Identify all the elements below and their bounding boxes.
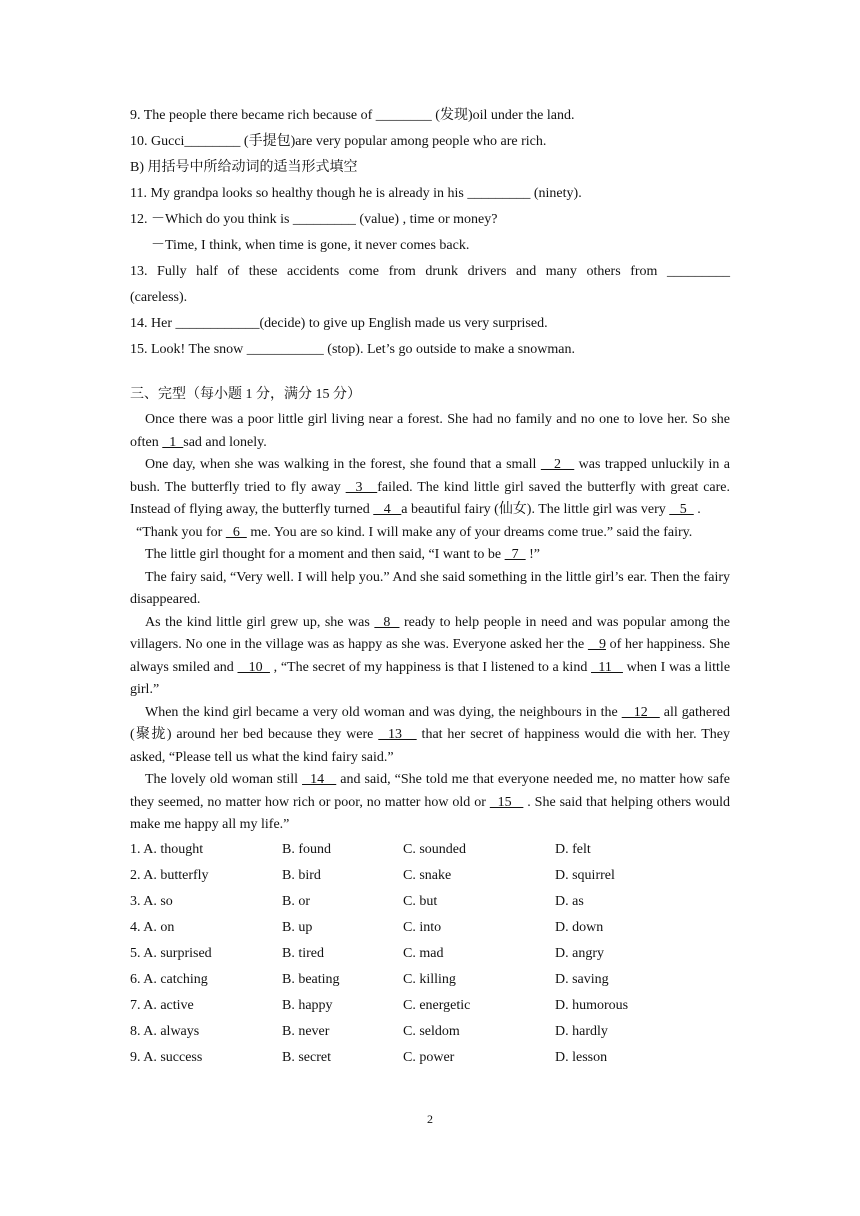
option-c: C. but xyxy=(403,893,438,909)
passage-paragraph-1: Once there was a poor little girl living near a forest. She had no family and no one to love her. So she often 1 sad and lonely. xyxy=(130,412,730,450)
question-9: 9. The people there became rich because of ________ (发现)oil under the land. xyxy=(130,108,575,123)
blank-9: 9 xyxy=(587,637,606,652)
part-b-heading: B) 用括号中所给动词的适当形式填空 xyxy=(130,160,358,175)
passage-paragraph-4: The little girl thought for a moment and then said, “I want to be 7 !” xyxy=(145,547,541,562)
blank-15: 15 xyxy=(489,794,524,810)
blank-11: 11 xyxy=(591,659,623,675)
option-a: 3. A. so xyxy=(130,893,173,909)
option-c: C. power xyxy=(403,1049,455,1065)
option-row xyxy=(130,863,730,889)
option-a: 2. A. butterfly xyxy=(130,867,209,883)
question-13-line2: (careless). xyxy=(130,290,188,305)
option-c: C. killing xyxy=(403,971,456,987)
cloze-passage xyxy=(130,409,730,837)
blank-3: 3 xyxy=(345,479,378,495)
option-d: D. angry xyxy=(555,945,604,961)
option-d: D. felt xyxy=(555,841,591,857)
option-row xyxy=(130,915,730,941)
option-row xyxy=(130,1045,730,1071)
option-a: 9. A. success xyxy=(130,1049,203,1065)
option-a: 6. A. catching xyxy=(130,971,208,987)
passage-paragraph-6: As the kind little girl grew up, she was 8 ready to help people in need and was popular among the villagers. No one in the village was as happy as she was. Everyone asked her the 9 of her happiness. She always smiled and 10 , “The secret of my happiness is that I listened to a kind 11 when I was a little girl.” xyxy=(130,614,731,697)
option-d: D. hardly xyxy=(555,1023,608,1039)
option-a: 4. A. on xyxy=(130,919,175,935)
blank-2: 2 xyxy=(540,457,575,472)
passage-paragraph-5: The fairy said, “Very well. I will help you.” And she said something in the little girl’s ear. Then the fairy disappeared. xyxy=(130,569,730,607)
question-11: 11. My grandpa looks so healthy though he is already in his _________ (ninety). xyxy=(130,186,582,201)
option-c: C. sounded xyxy=(403,841,466,857)
passage-paragraph-7: When the kind girl became a very old woman and was dying, the neighbours in the 12 all gathered (聚拢) around her bed because they were 13 that her secret of happiness would die with her. They asked, “Please tell us what the kind fairy said.” xyxy=(130,704,731,765)
page-number: 2 xyxy=(427,1112,433,1126)
blank-13: 13 xyxy=(378,727,417,742)
cloze-section-heading: 三、完型（每小题 1 分，满分 15 分） xyxy=(130,387,361,402)
passage-paragraph-8: The lovely old woman still 14 and said, “She told me that everyone needed me, no matter how safe they seemed, no matter how rich or poor, no matter how old or 15 . She said that helping others would make me happy all my life.” xyxy=(130,772,731,832)
option-c: C. mad xyxy=(403,945,444,961)
option-b: B. found xyxy=(282,841,331,857)
blank-7: 7 xyxy=(504,547,526,562)
exam-page xyxy=(130,103,730,1071)
option-d: D. lesson xyxy=(555,1049,608,1065)
option-a: 1. A. thought xyxy=(130,841,204,857)
option-c: C. energetic xyxy=(403,997,471,1013)
option-row xyxy=(130,941,730,967)
passage-paragraph-2: One day, when she was walking in the forest, she found that a small 2 was trapped unluckily in a bush. The butterfly tried to fly away 3 failed. The kind little girl saved the butterfly with great care. Instead of flying away, the butterfly turned 4 a beautiful fairy (仙女). The little girl was very 5 . xyxy=(130,457,731,517)
blank-6: 6 xyxy=(225,524,247,540)
option-d: D. saving xyxy=(555,971,609,987)
option-b: B. never xyxy=(282,1023,330,1039)
option-d: D. squirrel xyxy=(555,867,615,883)
option-a: 7. A. active xyxy=(130,997,194,1013)
option-row xyxy=(130,1019,730,1045)
blank-8: 8 xyxy=(374,614,400,630)
option-row xyxy=(130,889,730,915)
option-b: B. up xyxy=(282,919,313,935)
question-12-reply: －Time, I think, when time is gone, it never comes back. xyxy=(151,238,470,253)
option-d: D. humorous xyxy=(555,997,629,1013)
question-15: 15. Look! The snow ___________ (stop). Let’s go outside to make a snowman. xyxy=(130,342,575,357)
option-b: B. bird xyxy=(282,867,321,883)
question-14: 14. Her ____________(decide) to give up English made us very surprised. xyxy=(130,316,548,331)
option-a: 5. A. surprised xyxy=(130,945,212,961)
option-b: B. or xyxy=(282,893,310,909)
option-a: 8. A. always xyxy=(130,1023,200,1039)
option-d: D. as xyxy=(555,893,584,909)
passage-paragraph-3: “Thank you for 6 me. You are so kind. I will make any of your dreams come true.” said the fairy. xyxy=(136,524,693,540)
option-b: B. secret xyxy=(282,1049,331,1065)
option-c: C. snake xyxy=(403,867,452,883)
option-b: B. beating xyxy=(282,971,340,987)
option-b: B. tired xyxy=(282,945,324,961)
option-b: B. happy xyxy=(282,997,333,1013)
option-d: D. down xyxy=(555,919,604,935)
question-12: 12. －Which do you think is _________ (value) , time or money? xyxy=(130,212,498,227)
blank-4: 4 xyxy=(373,502,402,517)
option-c: C. into xyxy=(403,919,442,935)
answer-options xyxy=(130,837,730,1071)
option-c: C. seldom xyxy=(403,1023,460,1039)
blank-12: 12 xyxy=(621,704,660,720)
blank-5: 5 xyxy=(669,502,694,517)
option-row xyxy=(130,837,730,863)
blank-1: 1 xyxy=(162,434,184,450)
question-10: 10. Gucci________ (手提包)are very popular among people who are rich. xyxy=(130,134,547,149)
blank-10: 10 xyxy=(237,659,270,675)
blank-14: 14 xyxy=(302,772,337,787)
option-row xyxy=(130,967,730,993)
option-row xyxy=(130,993,730,1019)
question-13-line1: 13. Fully half of these accidents come from drunk drivers and many others from _________ xyxy=(130,264,730,279)
